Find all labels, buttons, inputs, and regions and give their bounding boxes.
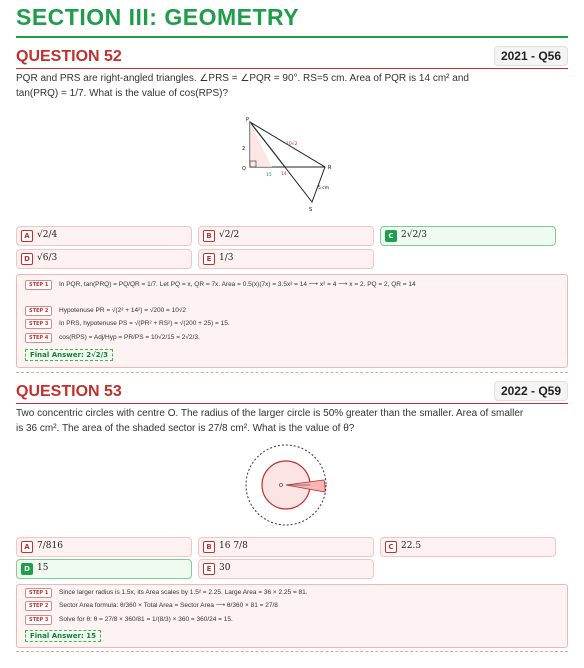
option-letter: D — [21, 253, 33, 265]
label-r: R — [328, 165, 332, 171]
q52-divider — [16, 68, 568, 69]
option-letter: B — [203, 541, 215, 553]
q52-option-b[interactable] — [198, 226, 374, 246]
option-letter: E — [203, 563, 215, 575]
q53-text-line1: Two concentric circles with centre O. The radius of the larger circle is 50% greater than the smaller. Area of smaller — [16, 408, 524, 419]
question-separator — [16, 372, 568, 373]
option-letter: A — [21, 541, 33, 553]
step-tag: STEP 1 — [25, 588, 52, 598]
option-letter: D — [21, 563, 33, 575]
bottom-separator — [16, 651, 568, 652]
option-value: 7/816 — [37, 541, 63, 551]
step-tag: STEP 2 — [25, 601, 52, 611]
q52-header — [16, 48, 568, 70]
option-value: 30 — [219, 563, 231, 573]
option-value: 2√2/3 — [401, 230, 427, 240]
q53-text-line2: is 36 cm². The area of the shaded sector is 27/8 cm². What is the value of θ? — [16, 423, 355, 434]
option-value: √2/4 — [37, 230, 58, 240]
step-text: Sector Area formula: θ/360 × Total Area = Sector Area ⟶ θ/360 × 81 = 27/8 — [59, 602, 278, 609]
q53-final-answer: Final Answer: 15 — [25, 630, 101, 642]
q53-step-1 — [25, 587, 559, 599]
q53-divider — [16, 403, 568, 404]
option-letter: B — [203, 230, 215, 242]
q53-year-badge: 2022 - Q59 — [494, 381, 568, 401]
q53-step-2 — [25, 600, 559, 612]
q53-question-text — [16, 406, 554, 436]
q52-option-e[interactable] — [198, 249, 374, 269]
option-letter: A — [21, 230, 33, 242]
q52-option-d[interactable] — [16, 249, 192, 269]
q52-text-line1: PQR and PRS are right-angled triangles. ∠PRS = ∠PQR = 90°. RS=5 cm. Area of PQR is 14 cm² and — [16, 73, 469, 84]
side-qr-label: 15 — [266, 173, 272, 178]
q53-option-b[interactable] — [198, 537, 374, 557]
side-pq-label: 2 — [242, 146, 246, 152]
q52-solution-box — [16, 274, 568, 368]
option-letter: C — [385, 230, 397, 242]
step-tag: STEP 3 — [25, 615, 52, 625]
q53-circles-diagram — [240, 440, 340, 530]
angle-label: 14 — [281, 172, 287, 177]
section-title: SECTION III: GEOMETRY — [16, 4, 300, 30]
step-text: Since larger radius is 1.5x, its Area scales by 1.5² = 2.25. Large Area = 36 × 2.25 = 81. — [59, 589, 308, 596]
label-s: S — [309, 207, 313, 213]
q52-step-2 — [25, 305, 559, 317]
q52-option-a[interactable] — [16, 226, 192, 246]
step-text: cos(RPS) = Adj/Hyp = PR/PS = 10√2/15 = 2√2/3. — [59, 334, 200, 341]
step-text: Hypotenuse PR = √(2² + 14²) = √200 = 10√2 — [59, 307, 187, 314]
label-q: Q — [242, 166, 246, 172]
option-letter: C — [385, 541, 397, 553]
option-value: 22.5 — [401, 541, 422, 551]
option-value: √6/3 — [37, 253, 58, 263]
q52-option-c[interactable] — [380, 226, 556, 246]
option-value: 1/3 — [219, 253, 234, 263]
step-text: In PQR, tan(PRQ) = PQ/QR = 1/7. Let PQ = x, QR = 7x. Area = 0.5(x)(7x) = 3.5x² = 14 ⟶ x² = 4 ⟶ x = 2. PQ = 2, QR = 14 — [59, 281, 416, 288]
option-letter: E — [203, 253, 215, 265]
q53-option-a[interactable] — [16, 537, 192, 557]
step-tag: STEP 4 — [25, 333, 52, 343]
step-text: Solve for θ: θ = 27/8 × 360/81 = 1/(8/3) × 360 = 360/24 = 15. — [59, 616, 233, 623]
q53-title: QUESTION 53 — [16, 383, 122, 400]
option-value: 16 7/8 — [219, 541, 248, 551]
option-value: √2/2 — [219, 230, 240, 240]
section-divider — [16, 36, 568, 38]
q53-option-c[interactable] — [380, 537, 556, 557]
label-p: P — [246, 117, 250, 123]
option-value: 15 — [37, 563, 49, 573]
q53-step-3 — [25, 614, 559, 626]
q53-option-e[interactable] — [198, 559, 374, 579]
q52-question-text — [16, 71, 554, 101]
q52-title: QUESTION 52 — [16, 48, 122, 65]
side-pr-label: 10√2 — [286, 142, 298, 147]
q52-final-answer: Final Answer: 2√2/3 — [25, 349, 113, 361]
step-tag: STEP 3 — [25, 319, 52, 329]
side-rs-label: 5 cm — [318, 186, 330, 191]
q52-step-1 — [25, 279, 559, 291]
q53-solution-box — [16, 584, 568, 648]
q52-step-4 — [25, 332, 559, 344]
step-tag: STEP 1 — [25, 280, 52, 290]
step-tag: STEP 2 — [25, 306, 52, 316]
q53-header — [16, 383, 568, 405]
q52-step-3 — [25, 318, 559, 330]
q52-year-badge: 2021 - Q56 — [494, 46, 568, 66]
q52-text-line2: tan(PRQ) = 1/7. What is the value of cos(RPS)? — [16, 88, 229, 99]
center-label: O — [279, 483, 283, 489]
step-text: In PRS, hypotenuse PS = √(PR² + RS²) = √(200 + 25) = 15. — [59, 320, 230, 327]
q53-option-d[interactable] — [16, 559, 192, 579]
q52-triangle-diagram — [220, 112, 360, 217]
